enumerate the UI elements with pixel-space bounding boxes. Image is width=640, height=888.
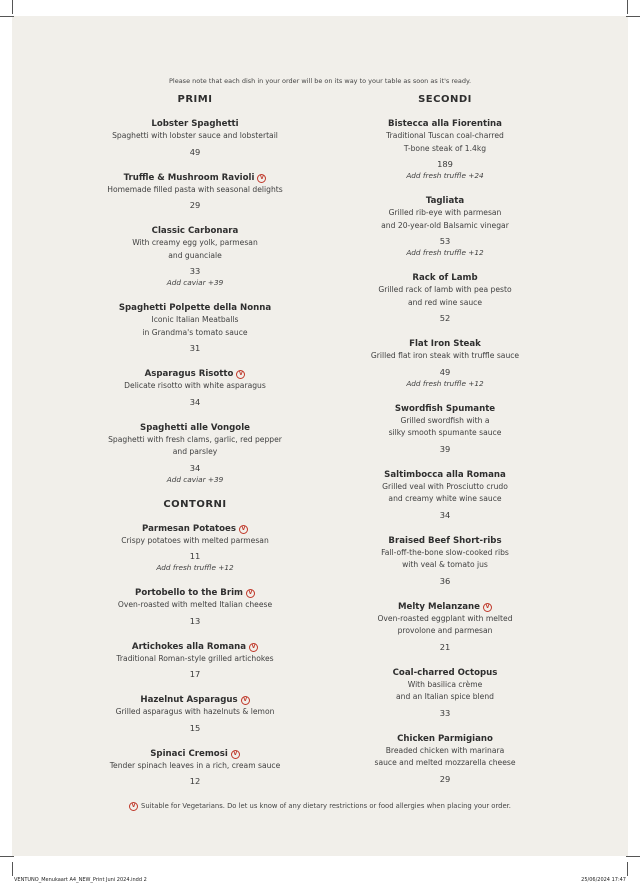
menu-item (90, 118, 300, 158)
dish-price: 12 (189, 776, 201, 786)
dish-price: 15 (189, 722, 201, 733)
dish-price: 11 (189, 551, 201, 561)
dish-description: Grilled asparagus with hazelnuts & lemon (115, 707, 275, 716)
dish-name-row (90, 587, 300, 599)
section-title-secondi: SECONDI (418, 94, 472, 105)
dish-add-on: Add caviar +39 (166, 474, 224, 484)
menu-item (340, 118, 550, 181)
dish-description: Traditional Roman-style grilled artichokes (116, 653, 274, 663)
crop-mark (0, 16, 14, 17)
dish-description: Oven-roasted eggplant with melted (377, 613, 513, 623)
footer-note (0, 802, 640, 811)
dish-description: With creamy egg yolk, parmesan (132, 238, 258, 247)
menu-item (90, 225, 300, 288)
dish-description: and parsley (172, 447, 218, 456)
footer-text: Suitable for Vegetarians. Do let us know of any dietary restrictions or food allergies when placing your order. (141, 802, 511, 810)
dish-name: Hazelnut Asparagus (140, 695, 238, 705)
dish-description: Tender spinach leaves in a rich, cream sauce (109, 760, 281, 770)
dish-price: 34 (189, 396, 201, 407)
dish-name: Swordfish Spumante (394, 403, 496, 414)
dish-name-row (340, 403, 550, 415)
dish-name: Spaghetti alle Vongole (140, 422, 250, 433)
dish-description: Iconic Italian Meatballs (151, 315, 239, 324)
dish-name-row (340, 195, 550, 207)
dish-name: Tagliata (425, 196, 465, 206)
dish-name-row (90, 748, 300, 760)
dish-description: in Grandma's tomato sauce (142, 327, 248, 337)
dish-name: Parmesan Potatoes (142, 523, 236, 534)
vegetarian-icon: V (236, 370, 245, 379)
dish-name: Asparagus Risotto (144, 369, 234, 379)
dish-add-on: Add fresh truffle +12 (406, 248, 484, 257)
dish-name-row (90, 302, 300, 314)
menu-item (90, 694, 300, 734)
dish-name: Chicken Parmigiano (397, 733, 493, 744)
dish-name-row (90, 523, 300, 535)
dish-description: With basilica crème (407, 679, 483, 689)
dish-description: and red wine sauce (407, 297, 483, 307)
dish-price: 36 (439, 575, 451, 586)
dish-description: Delicate risotto with white asparagus (124, 381, 266, 390)
dish-name: Classic Carbonara (151, 226, 239, 236)
crop-mark (12, 862, 13, 876)
dish-name: Artichokes alla Romana (131, 641, 247, 652)
dish-description: Grilled flat iron steak with truffle sauce (370, 351, 520, 360)
dish-price: 17 (189, 669, 201, 679)
dish-description: silky smooth spumante sauce (388, 428, 502, 437)
left-column (90, 94, 300, 801)
dish-name-row (340, 667, 550, 679)
menu-item (340, 535, 550, 587)
dish-price: 189 (437, 159, 453, 169)
dish-description: Oven-roasted with melted Italian cheese (117, 600, 273, 609)
dish-name: Melty Melanzane (397, 601, 481, 612)
dish-name-row (90, 225, 300, 237)
dish-add-on: Add caviar +39 (166, 278, 224, 287)
dish-description: Traditional Tuscan coal-charred (386, 131, 504, 140)
dish-name: Coal-charred Octopus (392, 667, 498, 678)
vegetarian-icon: V (249, 643, 258, 652)
print-slug-file: VENTUNO_Menukaart A4_NEW_Print Juni 2024.indd 2 (14, 877, 147, 883)
vegetarian-icon: V (239, 525, 248, 534)
dish-price: 39 (439, 443, 451, 454)
dish-description: Spaghetti with fresh clams, garlic, red pepper (108, 434, 282, 444)
dish-description: provolone and parmesan (397, 626, 493, 635)
menu-item (90, 422, 300, 485)
menu-item (340, 403, 550, 455)
dish-description: and guanciale (168, 250, 222, 260)
dish-price: 49 (189, 146, 201, 157)
dish-description: sauce and melted mozzarella cheese (374, 758, 516, 767)
section-title-contorni: CONTORNI (163, 498, 227, 510)
menu-item (90, 748, 300, 788)
menu-item (340, 469, 550, 521)
dish-description: Grilled veal with Prosciutto crudo (382, 481, 508, 491)
dish-description: Grilled rib-eye with parmesan (388, 208, 502, 217)
dish-price: 29 (439, 773, 451, 784)
dish-name: Lobster Spaghetti (151, 119, 239, 129)
dish-name: Braised Beef Short-ribs (388, 535, 502, 546)
dish-add-on: Add fresh truffle +12 (156, 563, 234, 572)
crop-mark (627, 862, 628, 876)
vegetarian-icon: V (129, 802, 138, 811)
dish-name-row (340, 469, 550, 481)
dish-name-row (90, 422, 300, 434)
dish-price: 34 (189, 462, 201, 473)
dish-name-row (90, 172, 300, 184)
menu-item (90, 641, 300, 681)
dish-description: Fall-off-the-bone slow-cooked ribs (381, 547, 509, 557)
dish-name-row (340, 118, 550, 130)
dish-price: 31 (189, 343, 201, 353)
menu-item (90, 523, 300, 574)
crop-mark (626, 856, 640, 857)
dish-price: 53 (439, 236, 451, 246)
menu-item (340, 272, 550, 324)
dish-name: Flat Iron Steak (409, 339, 481, 349)
dish-name-row (90, 694, 300, 706)
dish-name: Portobello to the Brim (135, 588, 243, 598)
dish-name-row (90, 118, 300, 130)
dish-name: Truffle & Mushroom Ravioli (123, 172, 255, 183)
dish-description: Grilled rack of lamb with pea pesto (378, 285, 512, 294)
menu-item (90, 587, 300, 627)
section-title-primi: PRIMI (177, 94, 213, 105)
dish-price: 49 (439, 366, 451, 377)
contorni-list (90, 523, 300, 788)
crop-mark (627, 0, 628, 14)
dish-name: Saltimbocca alla Romana (384, 469, 506, 480)
menu-item (340, 195, 550, 258)
menu-item (340, 338, 550, 389)
vegetarian-icon: V (231, 750, 240, 759)
dish-name-row (340, 338, 550, 350)
crop-mark (626, 16, 640, 17)
dish-price: 52 (439, 313, 451, 323)
dish-description: T-bone steak of 1.4kg (403, 143, 487, 153)
service-note: Please note that each dish in your order will be on its way to your table as soon as it's ready. (168, 77, 472, 85)
dish-price: 13 (189, 615, 201, 626)
vegetarian-icon: V (241, 696, 250, 705)
dish-name-row (340, 733, 550, 745)
dish-description: and 20-year-old Balsamic vinegar (381, 220, 509, 230)
dish-name-row (340, 535, 550, 547)
vegetarian-icon: V (257, 174, 266, 183)
dish-add-on: Add fresh truffle +24 (406, 171, 484, 180)
dish-add-on: Add fresh truffle +12 (406, 378, 484, 388)
dish-description: Homemade filled pasta with seasonal delights (107, 184, 283, 194)
menu-item (340, 601, 550, 653)
secondi-list (340, 118, 550, 785)
vegetarian-icon: V (246, 589, 255, 598)
vegetarian-icon: V (483, 603, 492, 612)
crop-mark (12, 0, 13, 14)
dish-description: Crispy potatoes with melted parmesan (121, 535, 269, 545)
right-column (340, 94, 550, 799)
dish-price: 21 (439, 641, 451, 652)
dish-price: 34 (439, 509, 451, 520)
primi-list (90, 118, 300, 485)
dish-description: with veal & tomato jus (402, 560, 488, 569)
menu-item (90, 302, 300, 354)
dish-name-row (340, 601, 550, 613)
dish-description: Spaghetti with lobster sauce and lobstertail (112, 131, 278, 140)
dish-description: Breaded chicken with marinara (385, 745, 505, 755)
menu-item (90, 172, 300, 212)
menu-item (340, 667, 550, 719)
dish-name-row (90, 368, 300, 380)
dish-name-row (340, 272, 550, 284)
dish-name: Bistecca alla Fiorentina (388, 119, 502, 129)
dish-description: Grilled swordfish with a (400, 415, 490, 425)
crop-mark (0, 856, 14, 857)
dish-description: and an Italian spice blend (396, 692, 494, 701)
dish-price: 33 (189, 266, 201, 276)
dish-name: Spaghetti Polpette della Nonna (118, 303, 272, 313)
dish-price: 33 (439, 707, 451, 718)
dish-name: Spinaci Cremosi (150, 748, 228, 759)
menu-item (340, 733, 550, 785)
dish-name-row (90, 641, 300, 653)
menu-item (90, 368, 300, 408)
print-slug-date: 25/06/2024 17:47 (581, 877, 626, 883)
dish-description: and creamy white wine sauce (388, 494, 502, 503)
dish-name: Rack of Lamb (412, 273, 478, 283)
dish-price: 29 (189, 200, 201, 210)
